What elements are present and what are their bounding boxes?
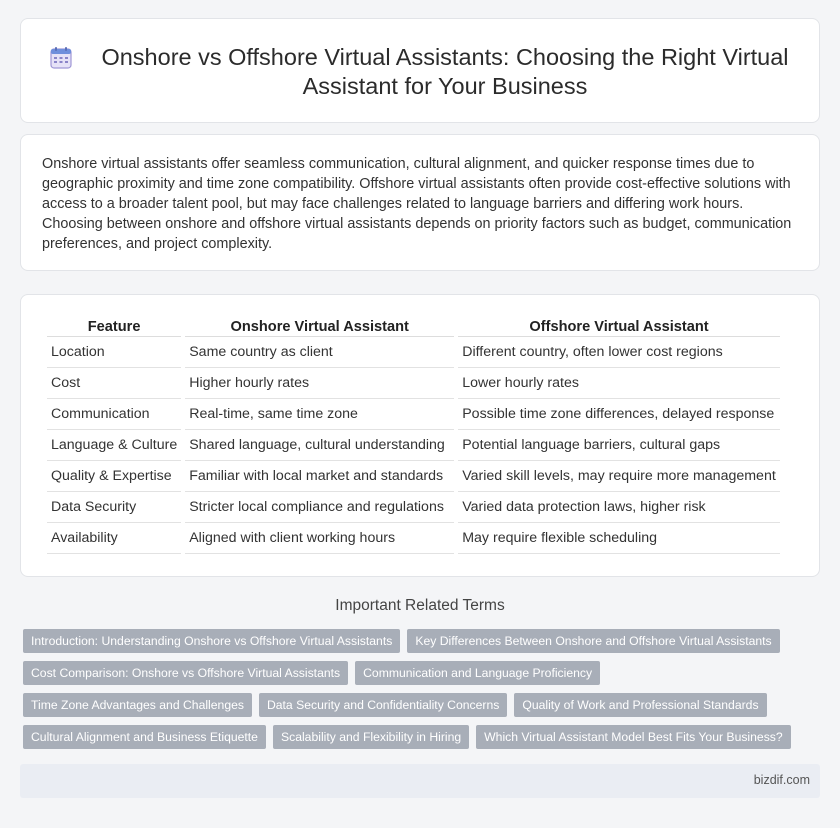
table-row — [47, 461, 780, 492]
cell-onshore: Real-time, same time zone — [185, 399, 454, 430]
related-term-link[interactable]: Quality of Work and Professional Standards — [514, 693, 766, 717]
cell-feature: Location — [47, 337, 181, 368]
term-row — [23, 693, 813, 717]
footer-site[interactable]: bizdif.com — [753, 773, 810, 787]
header-offshore: Offshore Virtual Assistant — [458, 315, 780, 337]
cell-onshore: Aligned with client working hours — [185, 523, 454, 554]
comparison-card — [20, 294, 820, 577]
table-row — [47, 523, 780, 554]
cell-offshore: Different country, often lower cost regions — [458, 337, 780, 368]
table-header-row — [47, 315, 780, 337]
header-feature: Feature — [47, 315, 181, 337]
related-term-link[interactable]: Introduction: Understanding Onshore vs Offshore Virtual Assistants — [23, 629, 400, 653]
cell-onshore: Shared language, cultural understanding — [185, 430, 454, 461]
cell-onshore: Higher hourly rates — [185, 368, 454, 399]
cell-feature: Availability — [47, 523, 181, 554]
summary-text: Onshore virtual assistants offer seamless communication, cultural alignment, and quicker response times due to geographic proximity and time zone compatibility. Offshore virtual assistants often provide cost-effective solutions with access to a broader talent pool, but may face challenges related to language barriers and differing work hours. Choosing between onshore and offshore virtual assistants depends on priority factors such as budget, communication preferences, and project complexity. — [42, 156, 792, 252]
cell-feature: Cost — [47, 368, 181, 399]
related-terms-title: Important Related Terms — [335, 597, 505, 614]
table-row — [47, 430, 780, 461]
table-row — [47, 337, 780, 368]
header-onshore: Onshore Virtual Assistant — [185, 315, 454, 337]
page-title: Onshore vs Offshore Virtual Assistants: Choosing the Right Virtual Assistant for Your Business — [101, 44, 789, 99]
cell-onshore: Familiar with local market and standards — [185, 461, 454, 492]
table-row — [47, 368, 780, 399]
cell-onshore: Stricter local compliance and regulations — [185, 492, 454, 523]
cell-offshore: May require flexible scheduling — [458, 523, 780, 554]
related-term-link[interactable]: Time Zone Advantages and Challenges — [23, 693, 252, 717]
term-row — [23, 629, 813, 653]
comparison-table — [43, 315, 784, 554]
related-term-link[interactable]: Which Virtual Assistant Model Best Fits Your Business? — [476, 725, 791, 749]
related-term-link[interactable]: Scalability and Flexibility in Hiring — [273, 725, 469, 749]
cell-offshore: Varied data protection laws, higher risk — [458, 492, 780, 523]
table-row — [47, 399, 780, 430]
cell-offshore: Lower hourly rates — [458, 368, 780, 399]
summary-card — [20, 134, 820, 271]
calendar-icon — [49, 46, 73, 70]
cell-feature: Language & Culture — [47, 430, 181, 461]
related-term-link[interactable]: Cultural Alignment and Business Etiquette — [23, 725, 266, 749]
related-term-link[interactable]: Key Differences Between Onshore and Offshore Virtual Assistants — [407, 629, 779, 653]
cell-offshore: Varied skill levels, may require more management — [458, 461, 780, 492]
title-card — [20, 18, 820, 123]
cell-feature: Data Security — [47, 492, 181, 523]
cell-onshore: Same country as client — [185, 337, 454, 368]
cell-offshore: Potential language barriers, cultural gaps — [458, 430, 780, 461]
related-term-link[interactable]: Communication and Language Proficiency — [355, 661, 600, 685]
term-row — [23, 661, 813, 685]
cell-feature: Quality & Expertise — [47, 461, 181, 492]
cell-offshore: Possible time zone differences, delayed response — [458, 399, 780, 430]
footer — [20, 764, 820, 798]
term-row — [23, 725, 813, 749]
cell-feature: Communication — [47, 399, 181, 430]
related-term-link[interactable]: Data Security and Confidentiality Concerns — [259, 693, 507, 717]
table-row — [47, 492, 780, 523]
related-terms — [23, 629, 813, 757]
related-term-link[interactable]: Cost Comparison: Onshore vs Offshore Virtual Assistants — [23, 661, 348, 685]
